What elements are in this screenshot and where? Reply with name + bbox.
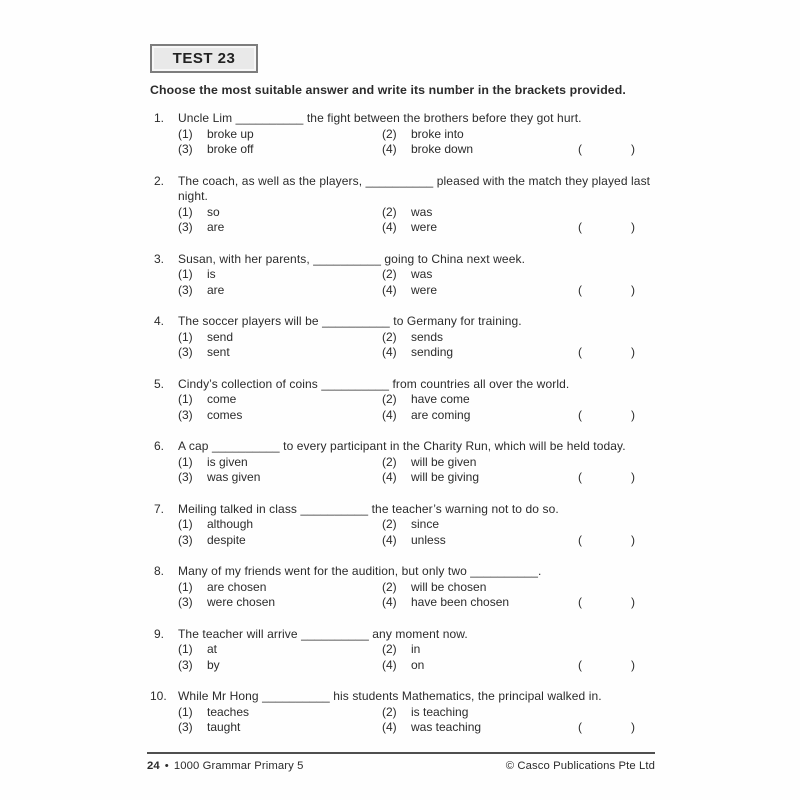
book-title: 1000 Grammar Primary 5 [173, 760, 304, 772]
question [150, 252, 655, 299]
option-number: (2) [382, 517, 397, 531]
option-text: by [207, 657, 220, 672]
footer-row [147, 760, 655, 772]
option-text: is [207, 267, 216, 281]
option-number: (4) [382, 407, 397, 422]
option-text: on [411, 657, 425, 672]
page-content [150, 44, 655, 752]
option-number: (2) [382, 392, 397, 406]
option-number: (1) [178, 642, 193, 656]
option-number: (4) [382, 220, 397, 234]
option-text: have come [411, 392, 470, 406]
answer-brackets [578, 533, 635, 549]
option-text: broke into [411, 126, 464, 141]
option-number: (1) [178, 126, 193, 141]
answer-bracket-close: ) [631, 720, 635, 734]
question-number: 6. [153, 439, 164, 453]
option-number: (1) [178, 704, 193, 719]
option-number: (1) [178, 329, 193, 344]
option-text: will be chosen [411, 579, 487, 594]
question-stem: A cap __________ to every participant in the Charity Run, which will be held today. [178, 439, 626, 453]
option-number: (1) [178, 392, 193, 406]
question [150, 689, 655, 736]
option-number: (1) [178, 579, 193, 594]
publisher-credit: © Casco Publications Pte Ltd [505, 760, 655, 772]
answer-bracket-open: ( [578, 532, 582, 547]
question-stem: The soccer players will be __________ to Germany for training. [178, 314, 522, 328]
option-text: are [207, 220, 225, 234]
question-number: 7. [153, 501, 164, 516]
option-text: sends [411, 329, 444, 344]
option-number: (4) [382, 532, 397, 547]
option-number: (4) [382, 595, 397, 609]
question-stem: Uncle Lim __________ the fight between the brothers before they got hurt. [178, 111, 582, 125]
option-text: despite [207, 532, 246, 547]
question-number: 3. [153, 251, 164, 266]
question-stem: The coach, as well as the players, __________ pleased with the match they played last night. [178, 173, 651, 203]
option-number: (4) [382, 657, 397, 672]
question-stem: Cindy’s collection of coins __________ from countries all over the world. [178, 376, 570, 391]
answer-brackets [578, 720, 635, 736]
option-number: (2) [382, 704, 397, 719]
option-number: (2) [382, 454, 397, 469]
question-number: 8. [153, 564, 164, 578]
answer-bracket-open: ( [578, 282, 582, 297]
answer-bracket-close: ) [631, 532, 635, 547]
option-number: (3) [178, 282, 193, 297]
option-number: (2) [382, 126, 397, 141]
option-text: are chosen [207, 579, 267, 594]
instruction-text: Choose the most suitable answer and write its number in the brackets provided. [150, 83, 626, 97]
option-number: (2) [382, 204, 397, 219]
answer-bracket-open: ( [578, 407, 582, 422]
option-number: (3) [178, 220, 193, 234]
answer-bracket-open: ( [578, 595, 582, 609]
question-list [150, 111, 655, 736]
option-number: (1) [178, 517, 193, 531]
option-number: (4) [382, 470, 397, 484]
option-text: come [207, 392, 237, 406]
page-footer [147, 752, 655, 772]
answer-brackets [578, 283, 635, 299]
question-stem: Susan, with her parents, __________ going to China next week. [178, 251, 525, 266]
option-text: was [411, 267, 433, 281]
question-number: 5. [153, 376, 164, 391]
option-number: (1) [178, 267, 193, 281]
option-number: (3) [178, 657, 193, 672]
option-text: broke up [207, 126, 254, 141]
option-text: were [411, 220, 438, 234]
answer-bracket-open: ( [578, 220, 582, 234]
option-number: (1) [178, 204, 193, 219]
option-number: (4) [382, 142, 397, 156]
option-number: (1) [178, 454, 193, 469]
option-text: broke off [207, 142, 254, 156]
option-number: (3) [178, 470, 193, 484]
question [150, 439, 655, 486]
question-stem: Many of my friends went for the audition, but only two __________. [178, 564, 542, 578]
option-text: comes [207, 407, 243, 422]
question [150, 377, 655, 424]
answer-bracket-close: ) [631, 142, 635, 156]
answer-bracket-close: ) [631, 282, 635, 297]
option-text: sent [207, 345, 230, 359]
answer-bracket-open: ( [578, 142, 582, 156]
option-number: (4) [382, 720, 397, 734]
option-number: (2) [382, 642, 397, 656]
option-text: was [411, 204, 433, 219]
answer-bracket-open: ( [578, 657, 582, 672]
answer-brackets [578, 595, 635, 611]
option-text: will be given [411, 454, 477, 469]
footer-left [147, 760, 303, 772]
option-text: although [207, 517, 254, 531]
answer-brackets [578, 658, 635, 674]
option-text: was teaching [411, 720, 482, 734]
option-number: (2) [382, 267, 397, 281]
answer-brackets [578, 220, 635, 236]
option-text: unless [411, 532, 446, 547]
option-number: (3) [178, 407, 193, 422]
question [150, 174, 655, 236]
option-number: (4) [382, 345, 397, 359]
question-stem: The teacher will arrive __________ any moment now. [178, 626, 468, 641]
question-number: 9. [153, 626, 164, 641]
option-text: were [411, 282, 438, 297]
question-stem: Meiling talked in class __________ the teacher’s warning not to do so. [178, 501, 559, 516]
option-text: sending [411, 345, 454, 359]
answer-bracket-close: ) [631, 407, 635, 422]
question-number: 4. [153, 314, 164, 328]
question [150, 111, 655, 158]
option-text: taught [207, 720, 241, 734]
option-text: have been chosen [411, 595, 510, 609]
answer-bracket-open: ( [578, 470, 582, 484]
question [150, 564, 655, 611]
answer-bracket-close: ) [631, 345, 635, 359]
answer-brackets [578, 470, 635, 486]
option-text: since [411, 517, 440, 531]
test-title: TEST 23 [172, 50, 236, 67]
answer-bracket-open: ( [578, 345, 582, 359]
option-text: so [207, 204, 220, 219]
option-text: are coming [411, 407, 471, 422]
question-number: 10. [150, 689, 167, 703]
footer-divider [147, 752, 655, 754]
question-number: 1. [153, 111, 164, 125]
answer-bracket-close: ) [631, 595, 635, 609]
option-text: at [207, 642, 218, 656]
answer-brackets [578, 408, 635, 424]
question [150, 314, 655, 361]
option-number: (2) [382, 579, 397, 594]
option-text: send [207, 329, 234, 344]
option-number: (3) [178, 595, 193, 609]
option-number: (3) [178, 532, 193, 547]
option-text: is given [207, 454, 248, 469]
answer-bracket-close: ) [631, 470, 635, 484]
option-number: (4) [382, 282, 397, 297]
footer-bullet: • [164, 760, 169, 772]
option-text: are [207, 282, 225, 297]
page-number: 24 [147, 760, 160, 772]
question [150, 627, 655, 674]
test-title-box [150, 44, 258, 73]
question [150, 502, 655, 549]
option-number: (3) [178, 345, 193, 359]
option-text: will be giving [411, 470, 480, 484]
option-number: (3) [178, 720, 193, 734]
option-text: teaches [207, 704, 250, 719]
answer-bracket-close: ) [631, 657, 635, 672]
answer-brackets [578, 345, 635, 361]
answer-bracket-close: ) [631, 220, 635, 234]
option-text: broke down [411, 142, 474, 156]
question-number: 2. [153, 173, 164, 188]
option-text: was given [207, 470, 261, 484]
option-text: is teaching [411, 704, 469, 719]
option-text: were chosen [207, 595, 276, 609]
option-number: (3) [178, 142, 193, 156]
option-text: in [411, 642, 421, 656]
answer-bracket-open: ( [578, 720, 582, 734]
question-stem: While Mr Hong __________ his students Mathematics, the principal walked in. [178, 689, 602, 703]
option-number: (2) [382, 329, 397, 344]
answer-brackets [578, 142, 635, 158]
